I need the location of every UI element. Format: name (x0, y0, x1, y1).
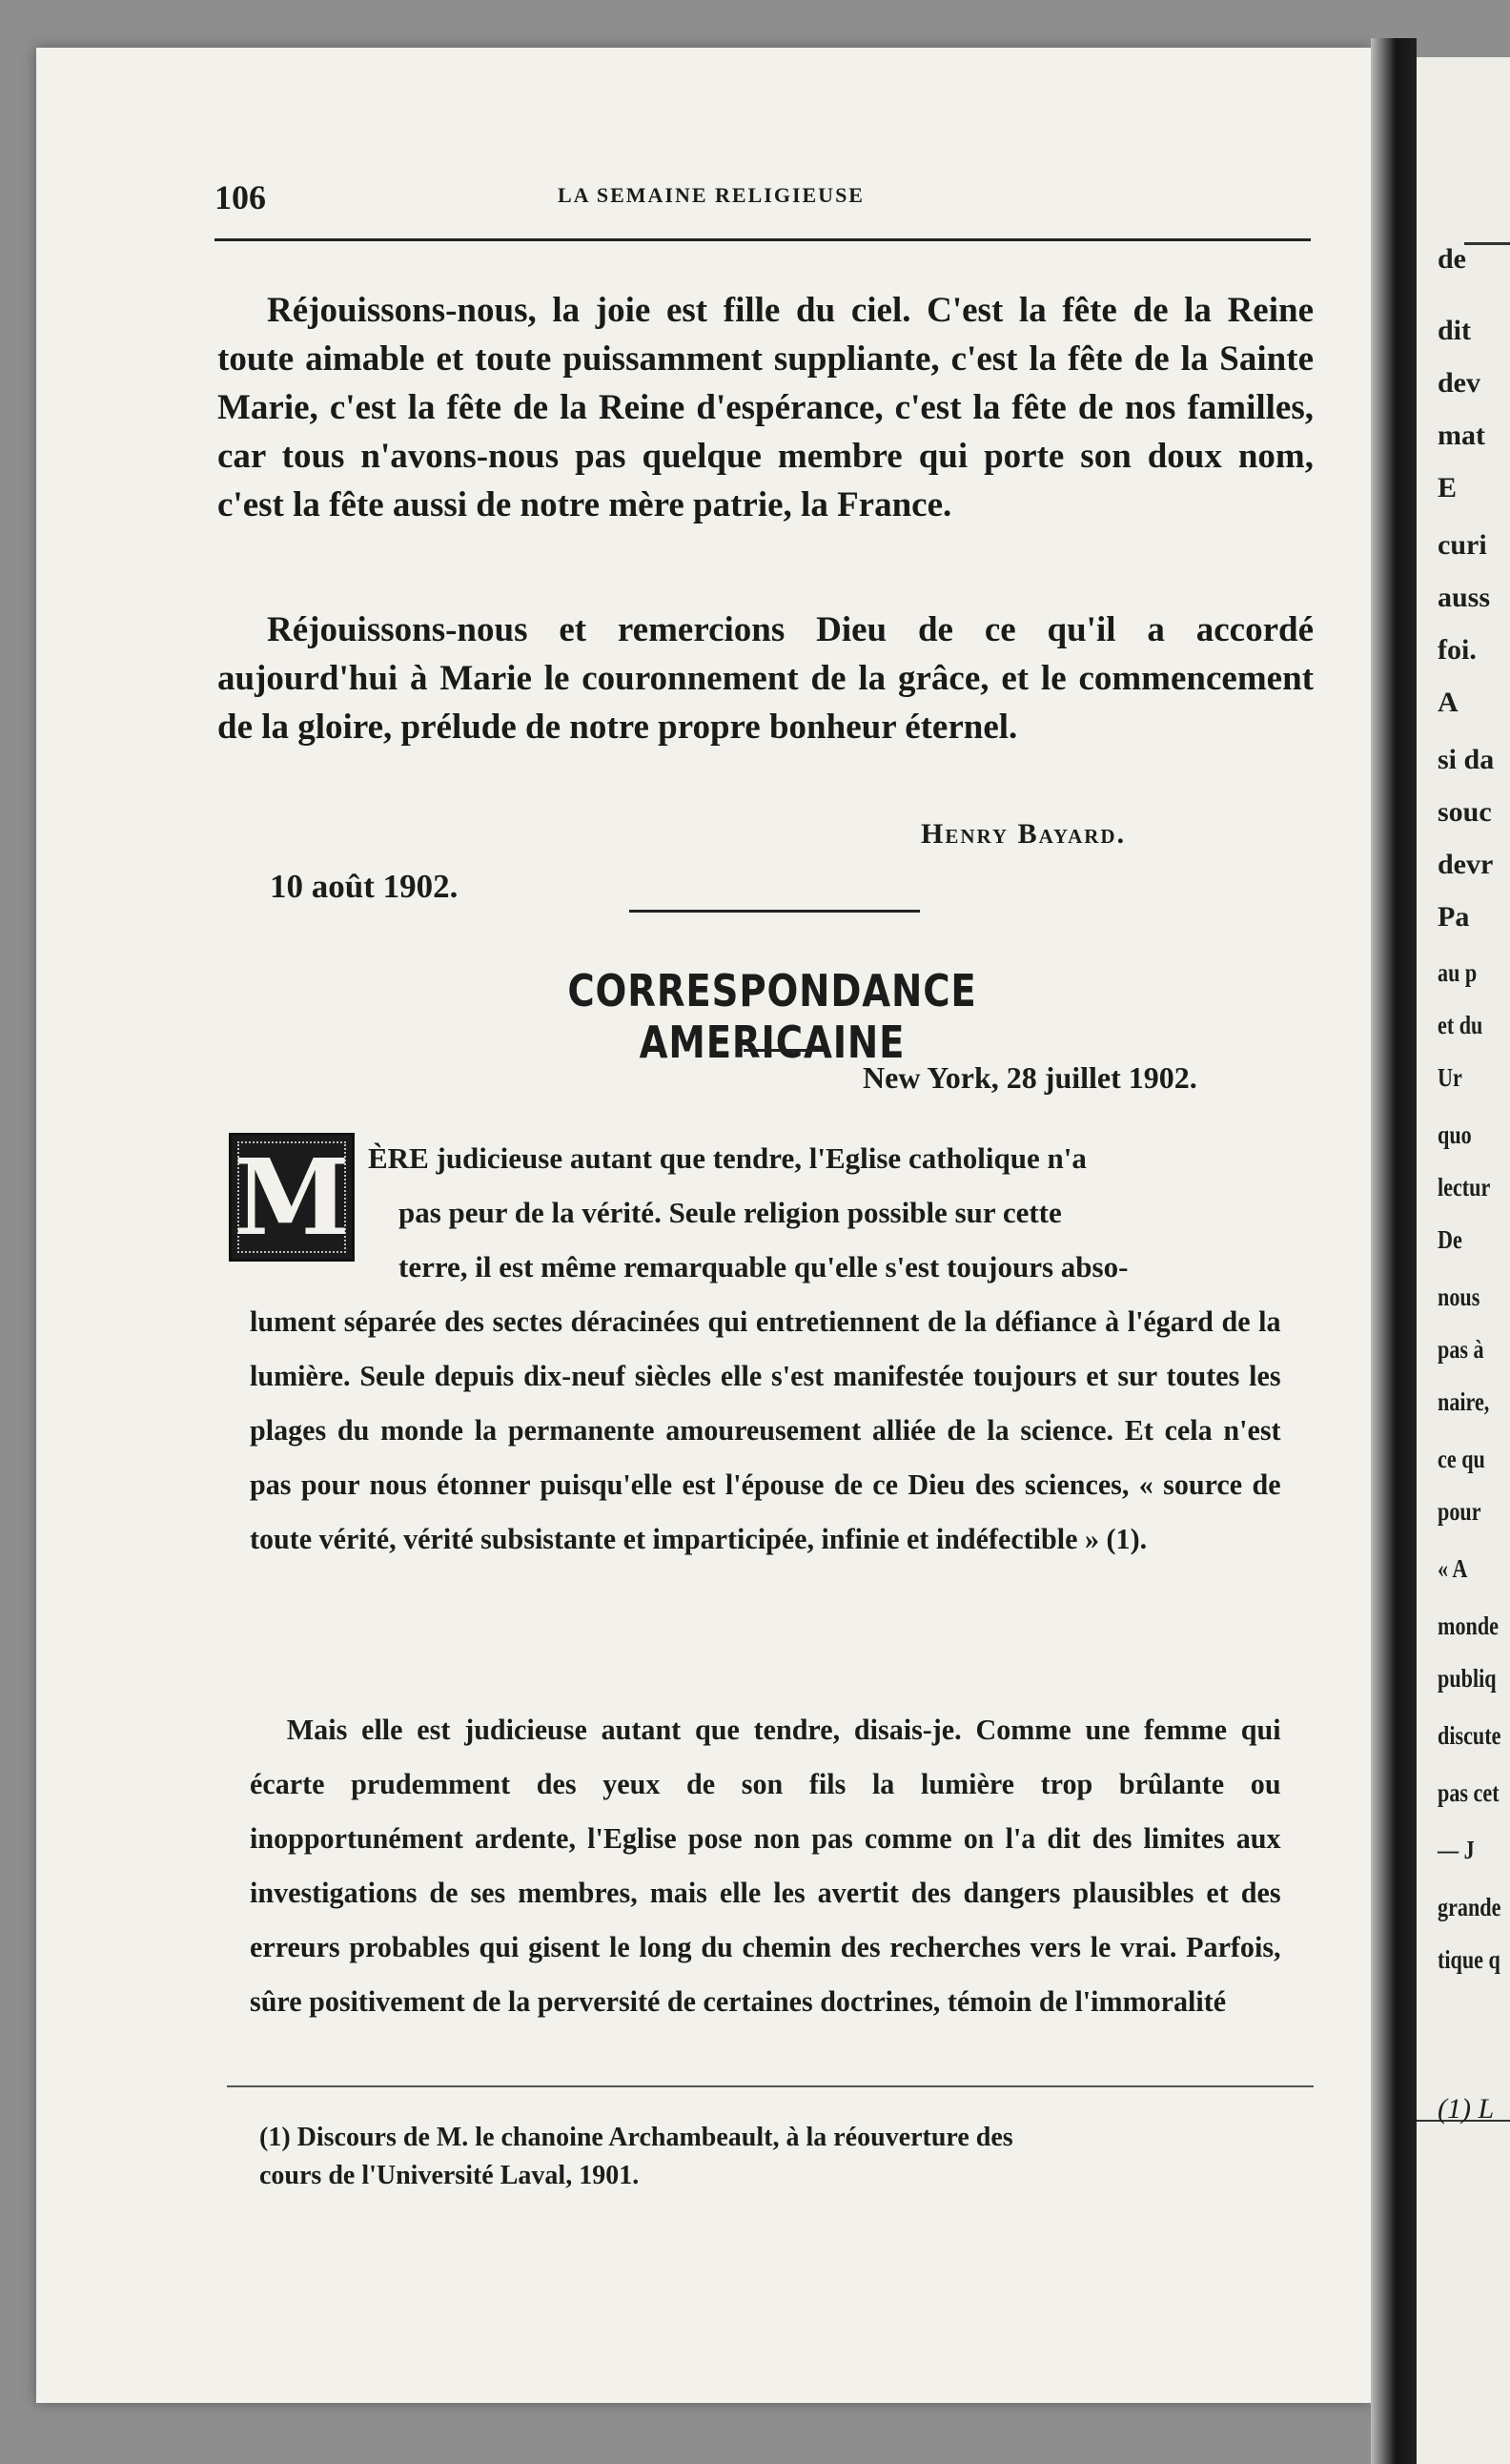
article2-dateline: New York, 28 juillet 1902. (863, 1060, 1197, 1095)
facing-page-fragment: de (1438, 243, 1466, 275)
article2-lead-lines (368, 1131, 1312, 1294)
facing-page-fragment: « A (1438, 1554, 1468, 1583)
facing-page-fragment: ce qu (1438, 1445, 1485, 1473)
facing-page-fragment: monde (1438, 1612, 1499, 1640)
article1-paragraph1 (217, 286, 1314, 529)
facing-page-fragment: grande (1438, 1893, 1501, 1921)
facing-page-fragment: (1) L (1438, 2093, 1495, 2125)
header-rule (214, 238, 1311, 241)
facing-page-fragment: et du (1438, 1011, 1483, 1039)
facing-page-fragment: foi. (1438, 634, 1477, 666)
facing-page-fragment: devr (1438, 849, 1494, 880)
footnote-rule (227, 2085, 1314, 2087)
facing-page-fragment: dit (1438, 315, 1472, 346)
article1-paragraph2 (217, 606, 1314, 751)
article1-paragraph1-text: Réjouissons-nous, la joie est fille du ciel. C'est la fête de la Reine toute aimable et toute puissamment suppliante, c'est la fête de la Sainte Marie, c'est la fête de la Reine d'espérance, c'est la fête de nos familles, car tous n'avons-nous pas quelque membre qui porte son doux nom, c'est la fête aussi de notre mère patrie, la France. (217, 291, 1314, 524)
facing-page-fragment: naire, (1438, 1387, 1490, 1416)
facing-page-fragment: Pa (1438, 901, 1470, 933)
facing-page-fragment: pas à (1438, 1335, 1484, 1364)
facing-page-fragment: publiq (1438, 1664, 1497, 1693)
facing-page-fragment: auss (1438, 582, 1491, 613)
article1-paragraph2-text: Réjouissons-nous et remercions Dieu de ce qu'il a accordé aujourd'hui à Marie le couronnement de la grâce, et le commencement de la gloire, prélude de notre propre bonheur éternel. (217, 610, 1314, 747)
facing-page-fragment: lectur (1438, 1173, 1491, 1201)
lead-line: terre, il est même remarquable qu'elle s'est toujours abso- (398, 1250, 1129, 1283)
facing-page-fragment: si da (1438, 744, 1495, 775)
facing-page-fragment: au p (1438, 958, 1478, 987)
article2-paragraph1-text: lument séparée des sectes déracinées qui entretiennent de la défiance à l'égard de la lumière. Seule depuis dix-neuf siècles elle s'est manifestée toujours et sur toutes les plages du monde la permanente amoureusement alliée de la science. Et cela n'est pas pour nous étonner puisqu'elle est l'épouse de ce Dieu des sciences, « source de toute vérité, vérité subsistante et imparticipée, infinie et indéfectible » (1). (250, 1304, 1281, 1555)
facing-page-fragment: Ur (1438, 1063, 1462, 1092)
drop-cap-letter: M (234, 1135, 350, 1259)
title-rule (744, 1049, 815, 1052)
journal-title: LA SEMAINE RELIGIEUSE (558, 183, 865, 207)
facing-page-fragment: — J (1438, 1836, 1475, 1864)
facing-page-fragment: A (1438, 687, 1459, 718)
page-number: 106 (214, 178, 266, 216)
facing-page-fragment: De (1438, 1225, 1462, 1254)
section-title: CORRESPONDANCE AMERICAINE (567, 965, 977, 1068)
section-divider (629, 910, 920, 913)
running-head (214, 177, 1311, 216)
facing-page (1417, 57, 1510, 2464)
lead-line: pas peur de la vérité. Seule religion possible sur cette (398, 1196, 1062, 1229)
article1-date: 10 août 1902. (270, 868, 459, 905)
facing-page-fragment: souc (1438, 796, 1492, 828)
book-gutter (1371, 38, 1417, 2464)
facing-page-fragment: curi (1438, 529, 1487, 561)
facing-page-fragment: dev (1438, 367, 1480, 399)
footnote (259, 2119, 1298, 2195)
facing-page-fragment: mat (1438, 420, 1485, 451)
lead-line: ÈRE judicieuse autant que tendre, l'Eglise catholique n'a (368, 1141, 1087, 1175)
facing-page-header-rule (1464, 242, 1510, 245)
facing-page-fragment: discute (1438, 1721, 1501, 1750)
facing-page-fragment: pas cet (1438, 1778, 1500, 1807)
article2-paragraph1 (250, 1294, 1281, 1566)
facing-page-fragment: pour (1438, 1497, 1481, 1526)
article2-paragraph2-text: Mais elle est judicieuse autant que tendre, disais-je. Comme une femme qui écarte prudemment des yeux de son fils la lumière trop brûlante ou inopportunément ardente, l'Eglise pose non pas comme on l'a dit des limites aux investigations de ses membres, mais elle les avertit des dangers plausibles et des erreurs probables qui gisent le long du chemin des recherches vers le vrai. Parfois, sûre positivement de la perversité de certaines doctrines, témoin de l'immoralité (250, 1713, 1281, 2018)
footnote-line: (1) Discours de M. le chanoine Archambeault, à la réouverture des (259, 2123, 1013, 2152)
facing-page-fragment: tique q (1438, 1945, 1500, 1974)
author-signature: Henry Bayard. (921, 818, 1127, 850)
footnote-line: cours de l'Université Laval, 1901. (259, 2161, 640, 2190)
facing-page-fragment: quo (1438, 1120, 1472, 1149)
drop-cap-ornament (229, 1133, 355, 1262)
facing-page-fragment: E (1438, 472, 1458, 503)
facing-page-fragment: nous (1438, 1283, 1480, 1311)
article2-paragraph2 (250, 1702, 1281, 2028)
